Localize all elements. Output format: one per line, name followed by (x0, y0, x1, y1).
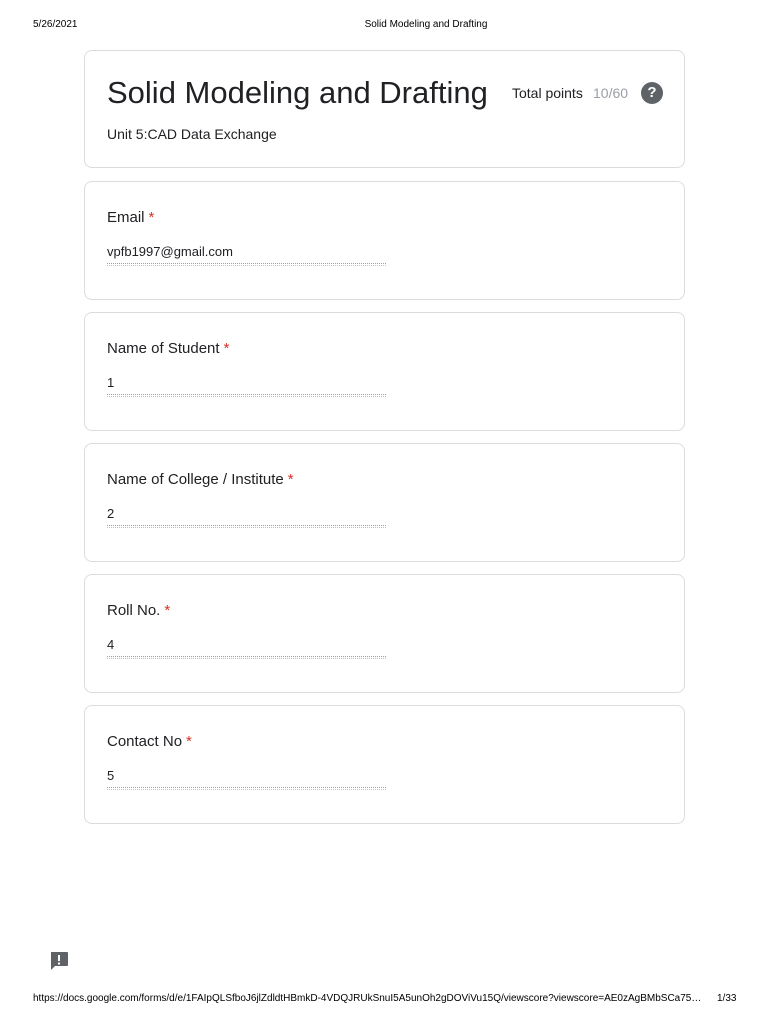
required-mark: * (287, 471, 294, 488)
total-points-value: 10/60 (593, 85, 629, 101)
form-header-card (84, 50, 685, 168)
question-label (107, 733, 192, 750)
question-label-text: Name of Student (107, 340, 220, 357)
print-url: https://docs.google.com/forms/d/e/1FAIpQLSfboJ6jlZdldtHBmkD-4VDQJRUkSnuI5A5unOh2gDOViVu15Q/viewscore?viewscore=AE0zAgBMbSCa75… (33, 993, 702, 1004)
question-label-text: Name of College / Institute (107, 471, 284, 488)
required-mark: * (148, 209, 155, 226)
question-card-roll-no (84, 574, 685, 693)
print-footer (0, 993, 768, 1007)
print-date: 5/26/2021 (33, 19, 78, 30)
required-mark: * (223, 340, 230, 357)
required-mark: * (164, 602, 171, 619)
print-page-number: 1/33 (717, 993, 737, 1004)
question-card-name-of-college (84, 443, 685, 562)
question-label (107, 602, 170, 619)
total-points-label: Total points (512, 85, 583, 101)
report-feedback-icon[interactable] (49, 951, 69, 971)
question-label (107, 340, 229, 357)
required-mark: * (186, 733, 192, 750)
form-description: Unit 5:CAD Data Exchange (107, 126, 277, 142)
question-card-contact-no (84, 705, 685, 824)
question-label (107, 209, 154, 226)
answer-field-name-of-student[interactable]: 1 (107, 376, 386, 395)
question-label-text: Email (107, 209, 145, 226)
question-label-text: Contact No (107, 733, 183, 750)
print-doc-title: Solid Modeling and Drafting (364, 19, 488, 30)
question-label-text: Roll No. (107, 602, 161, 619)
question-card-email (84, 181, 685, 300)
answer-field-roll-no[interactable]: 4 (107, 638, 386, 657)
answer-field-email[interactable]: vpfb1997@gmail.com (107, 245, 386, 264)
question-card-name-of-student (84, 312, 685, 431)
answer-field-name-of-college[interactable]: 2 (107, 507, 386, 526)
answer-field-contact-no[interactable]: 5 (107, 769, 386, 788)
print-header (0, 19, 768, 33)
help-icon[interactable]: ? (641, 82, 663, 104)
question-label (107, 471, 294, 488)
form-title: Solid Modeling and Drafting (107, 75, 488, 110)
print-doc-title-wrap (0, 19, 768, 30)
